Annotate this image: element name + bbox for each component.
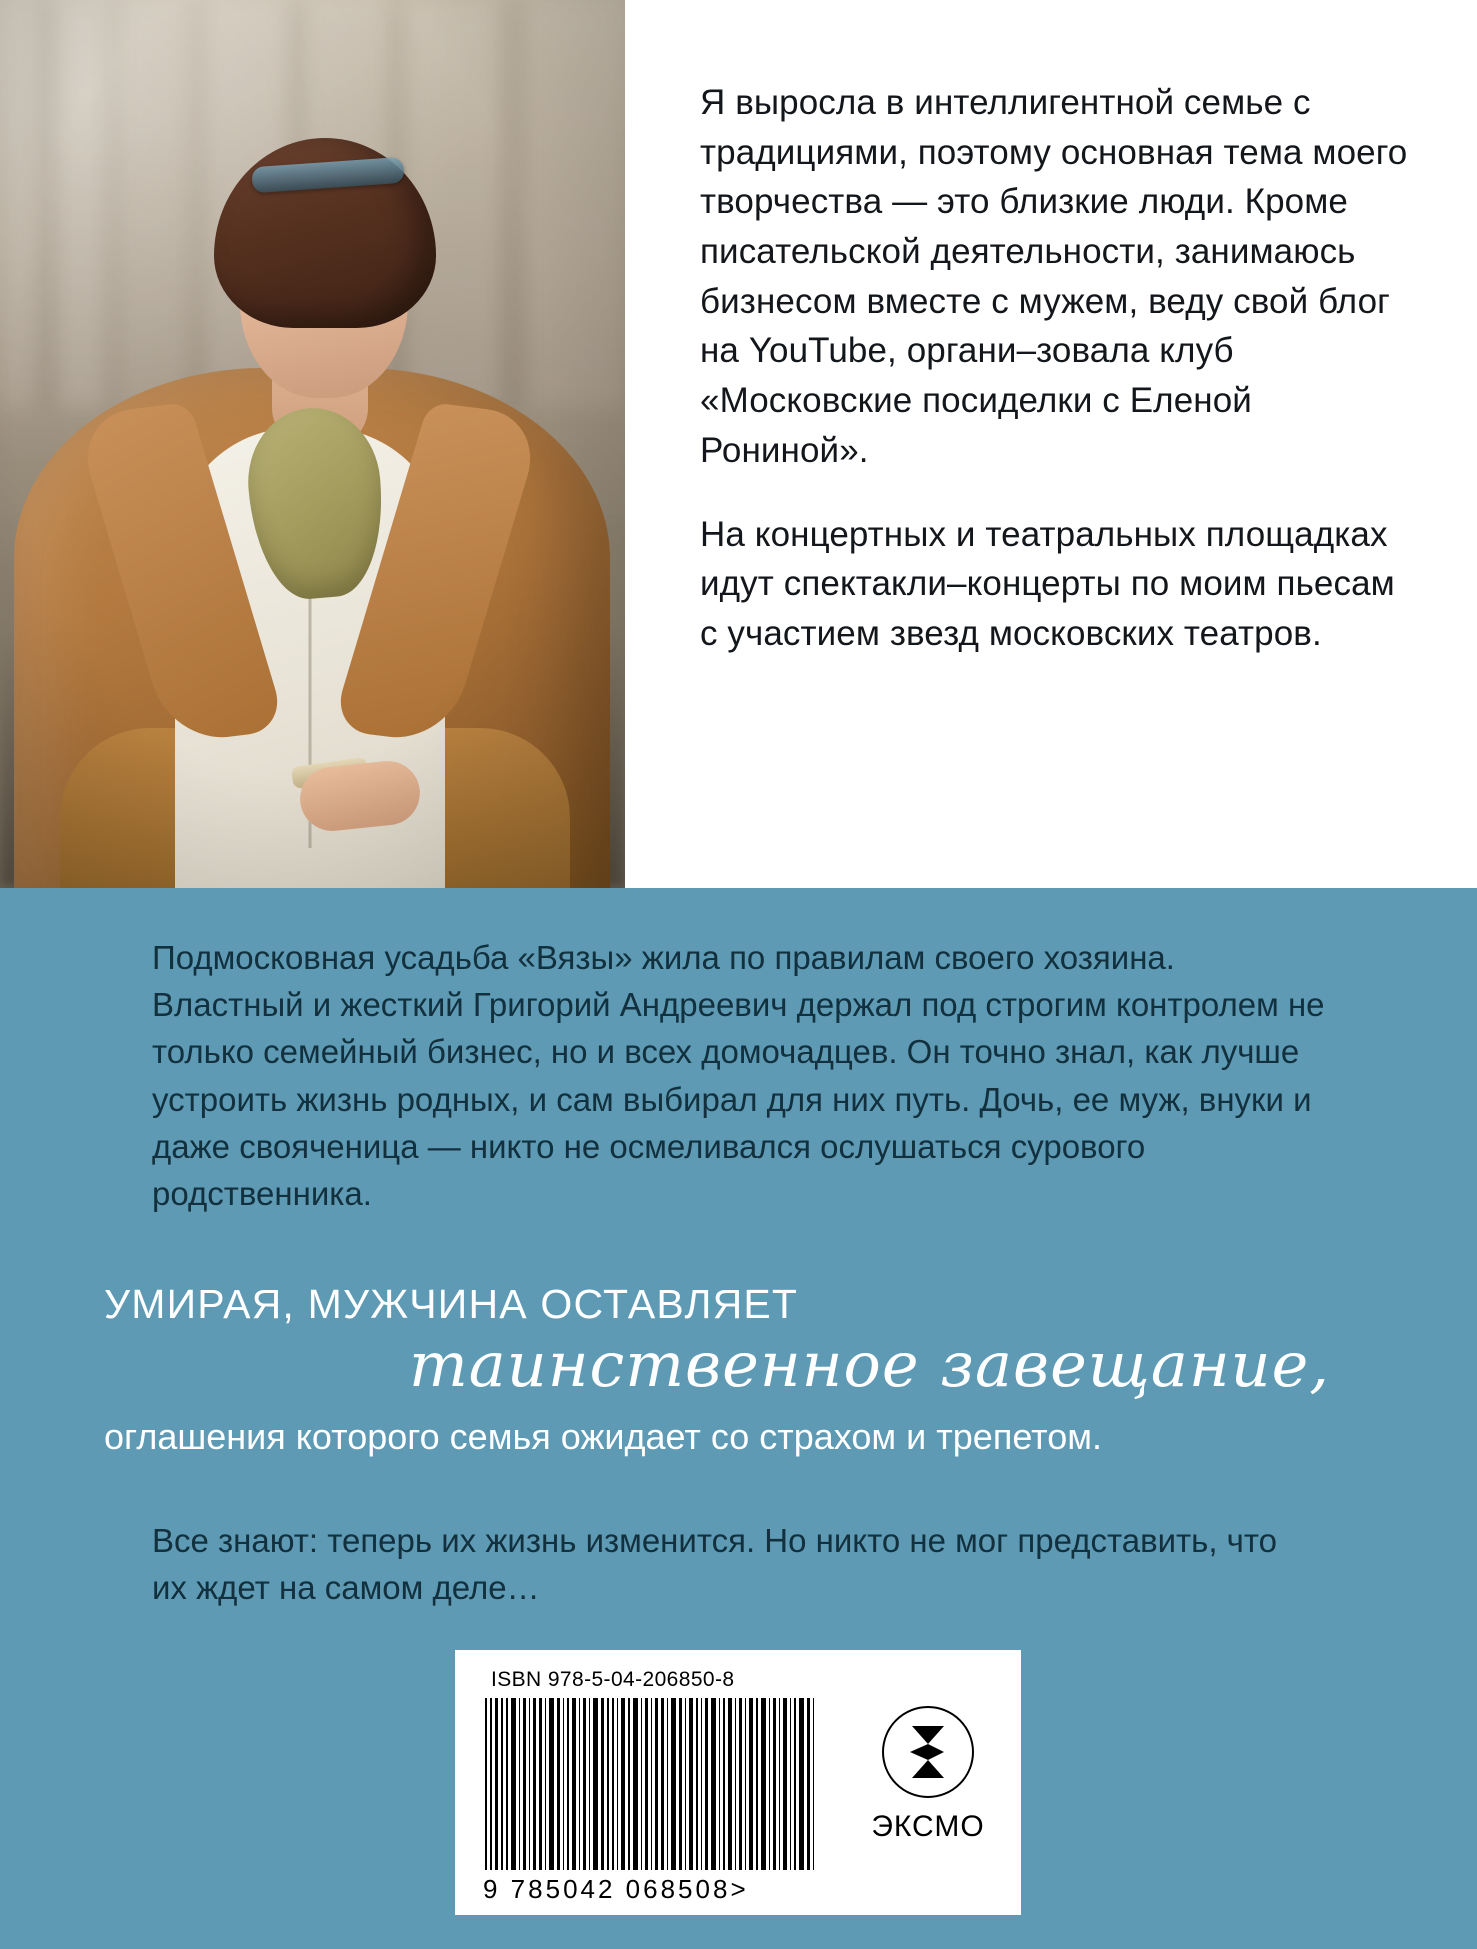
barcode-block: [455, 1650, 1021, 1915]
isbn-text: ISBN 978-5-04-206850-8: [491, 1668, 735, 1691]
top-section: [0, 0, 1477, 888]
author-bio-paragraph-2: На концертных и театральных площадках идут спектакли–концерты по моим пьесам с участием звезд московских театров.: [700, 514, 1395, 653]
book-blurb: [152, 934, 1332, 1217]
eksmo-mark-icon: [882, 1706, 974, 1798]
barcode-area: [455, 1650, 835, 1915]
tagline-script-line: таинственное завещание,: [409, 1328, 1330, 1402]
tagline-caps-line: УМИРАЯ, МУЖЧИНА ОСТАВЛЯЕТ: [104, 1281, 799, 1327]
barcode-digits: [483, 1874, 817, 1905]
blurb-section: [0, 888, 1477, 1949]
closing-text: Все знают: теперь их жизнь изменится. Но никто не мог представить, что их ждет на самом деле…: [152, 1522, 1277, 1606]
author-figure: [0, 58, 625, 888]
tagline-tail-line: оглашения которого семья ожидает со страхом и трепетом.: [104, 1415, 1102, 1457]
closing-paragraph: [152, 1518, 1312, 1612]
barcode-suffix: >: [730, 1874, 749, 1904]
barcode-bars: [485, 1698, 817, 1870]
author-photo: [0, 0, 625, 888]
publisher-logo: [835, 1650, 1021, 1915]
author-bio-paragraph-1: Я выросла в интеллигентной семье с традициями, поэтому основная тема моего творчества — это близкие люди. Кроме писательской деятельности, занимаюсь бизнесом вместе с мужем, веду свой блог на YouTube, органи–зовала клуб «Московские посиделки с Еленой Рониной».: [700, 83, 1408, 470]
author-bio: [625, 0, 1477, 888]
publisher-name: ЭКСМО: [871, 1809, 985, 1843]
book-blurb-text: Подмосковная усадьба «Вязы» жила по правилам своего хозяина. Властный и жесткий Григорий Андреевич держал под строгим контролем не только семейный бизнес, но и всех домочадцев. Он точно знал, как лучше устроить жизнь родных, и сам выбирал для них путь. Дочь, ее муж, внуки и даже свояченица — никто не осмеливался ослушаться сурового родственника.: [152, 939, 1325, 1212]
tagline: [104, 1280, 1394, 1461]
barcode-digits-value: 9 785042 068508: [483, 1874, 731, 1904]
